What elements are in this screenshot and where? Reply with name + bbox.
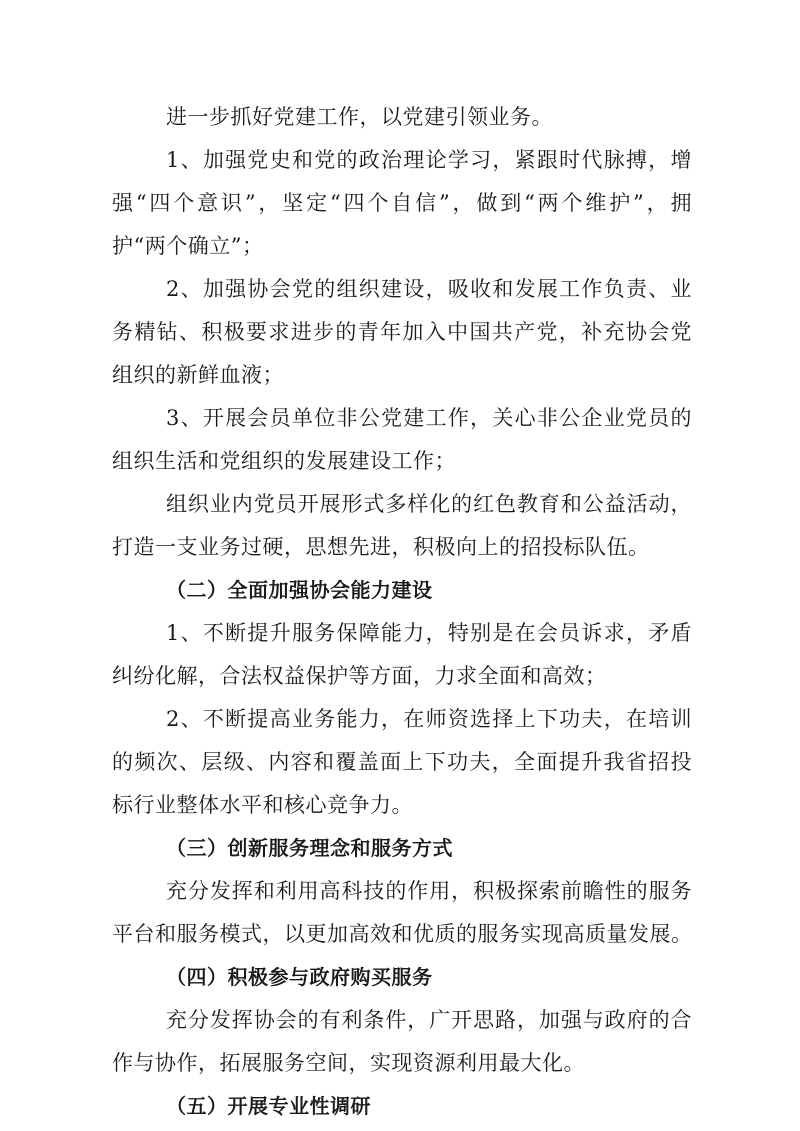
paragraph-line: 充分发挥协会的有利条件，广开思路，加强与政府的合 bbox=[166, 1008, 692, 1032]
paragraph-line: 强“四个意识”，坚定“四个自信”，做到“两个维护”，拥 bbox=[112, 191, 692, 215]
paragraph-line: 务精钻、积极要求进步的青年加入中国共产党，补充协会党 bbox=[112, 320, 692, 344]
document-page bbox=[112, 96, 692, 1128]
paragraph-line: 2、不断提高业务能力，在师资选择上下功夫，在培训 bbox=[166, 707, 692, 731]
paragraph-line: 2、加强协会党的组织建设，吸收和发展工作负责、业 bbox=[166, 277, 692, 301]
paragraph-line: 1、不断提升服务保障能力，特别是在会员诉求，矛盾 bbox=[166, 621, 692, 645]
paragraph-line: 纠纷化解，合法权益保护等方面，力求全面和高效； bbox=[112, 664, 607, 688]
paragraph-line: 组织生活和党组织的发展建设工作； bbox=[112, 449, 456, 473]
section-heading: （四）积极参与政府购买服务 bbox=[166, 965, 433, 989]
section-heading: （五）开展专业性调研 bbox=[166, 1094, 371, 1118]
section-heading: （三）创新服务理念和服务方式 bbox=[166, 836, 453, 860]
paragraph-line: 组织业内党员开展形式多样化的红色教育和公益活动， bbox=[166, 492, 692, 516]
paragraph-line: 的频次、层级、内容和覆盖面上下功夫，全面提升我省招投 bbox=[112, 750, 692, 774]
section-heading: （二）全面加强协会能力建设 bbox=[166, 578, 433, 602]
paragraph-line: 打造一支业务过硬，思想先进，积极向上的招投标队伍。 bbox=[112, 535, 650, 559]
paragraph-line: 充分发挥和利用高科技的作用，积极探索前瞻性的服务 bbox=[166, 879, 692, 903]
paragraph-line: 3、开展会员单位非公党建工作，关心非公企业党员的 bbox=[166, 406, 692, 430]
paragraph-line: 进一步抓好党建工作，以党建引领业务。 bbox=[166, 105, 553, 129]
paragraph-line: 1、加强党史和党的政治理论学习，紧跟时代脉搏，增 bbox=[166, 148, 692, 172]
paragraph-line: 护“两个确立”； bbox=[112, 234, 264, 258]
paragraph-line: 组织的新鲜血液； bbox=[112, 363, 284, 387]
paragraph-line: 平台和服务模式，以更加高效和优质的服务实现高质量发展。 bbox=[112, 922, 692, 946]
paragraph-line: 作与协作，拓展服务空间，实现资源利用最大化。 bbox=[112, 1051, 585, 1075]
paragraph-line: 标行业整体水平和核心竞争力。 bbox=[112, 793, 413, 817]
